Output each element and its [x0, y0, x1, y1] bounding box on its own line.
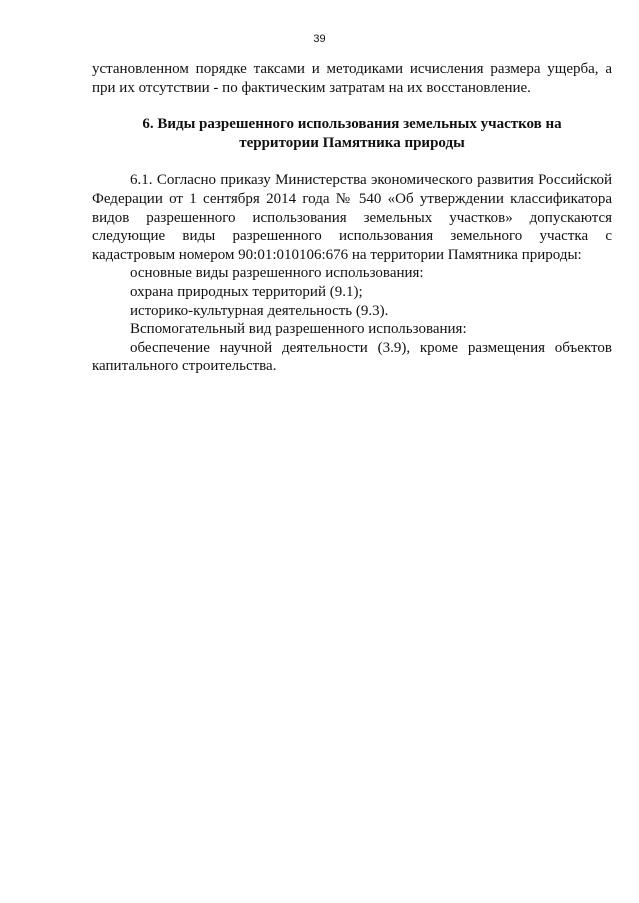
intro-line: при их отсутствии - по фактическим затратам на их восстановление.	[92, 79, 531, 96]
clause-6-1	[92, 171, 612, 264]
auxiliary-use-item: обеспечение научной деятельности (3.9), кроме размещения объектов	[130, 339, 612, 356]
section-heading	[92, 115, 612, 152]
main-uses	[92, 264, 612, 320]
intro-line: установленном порядке таксами и методиками исчисления размера ущерба, а	[92, 61, 612, 77]
main-uses-label: основные виды разрешенного использования:	[130, 265, 424, 282]
clause-line: 6.1. Согласно приказу Министерства экономического развития Российской	[130, 172, 612, 189]
clause-line: видов разрешенного использования земельных участков» допускаются	[92, 209, 612, 226]
main-use-item: историко-культурная деятельность (9.3).	[130, 302, 389, 319]
section-heading-line: 6. Виды разрешенного использования земельных участков на	[142, 116, 562, 133]
clause-line: кадастровым номером 90:01:010106:676 на территории Памятника природы:	[92, 246, 582, 263]
intro-paragraph	[92, 60, 612, 97]
auxiliary-uses	[92, 320, 612, 376]
page-number: 39	[313, 33, 326, 45]
auxiliary-use-item-continuation: капитального строительства.	[92, 358, 277, 375]
document-body	[92, 60, 612, 376]
auxiliary-use-label: Вспомогательный вид разрешенного использования:	[130, 321, 467, 338]
clause-line: Федерации от 1 сентября 2014 года № 540 «Об утверждении классификатора	[92, 190, 612, 207]
section-heading-line: территории Памятника природы	[239, 134, 465, 151]
clause-line: следующие виды разрешенного использования земельного участка с	[92, 228, 612, 245]
main-use-item: охрана природных территорий (9.1);	[130, 283, 363, 300]
